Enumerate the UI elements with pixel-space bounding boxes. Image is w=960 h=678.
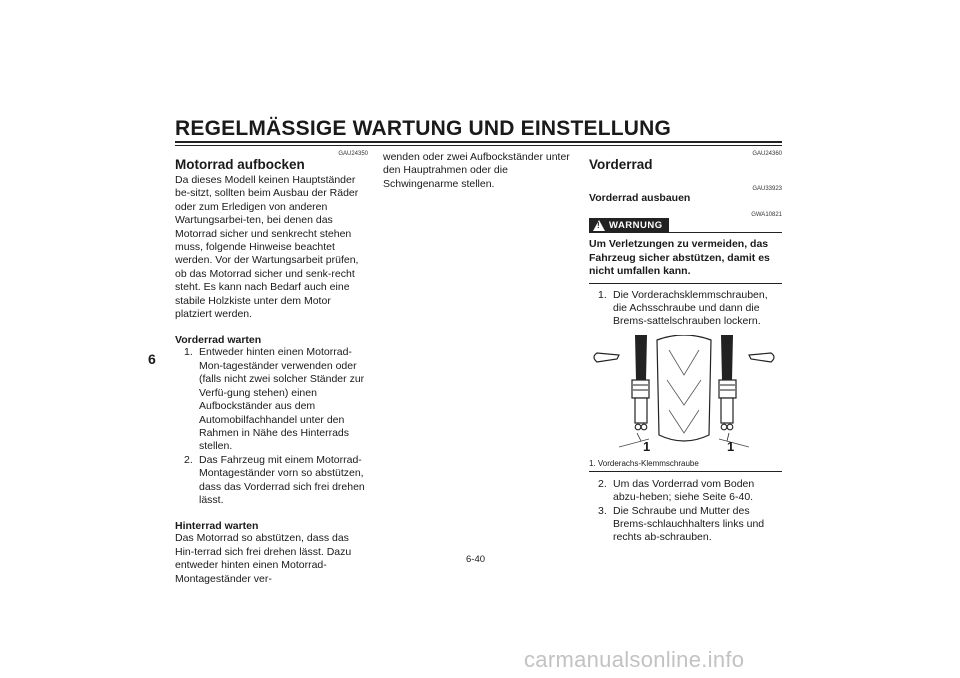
warning-text: Um Verletzungen zu vermeiden, das Fahrzeug sicher abstützen, damit es nicht umfallen kann. bbox=[589, 238, 770, 277]
step-text: Die Vorderachsklemmschrauben, die Achsschraube und dann die Brems-sattelschrauben lockern. bbox=[613, 288, 768, 328]
removal-steps bbox=[589, 289, 782, 329]
middle-column-text: wenden oder zwei Aufbockständer unter den Hauptrahmen oder die Schwingenarme stellen. bbox=[383, 151, 570, 190]
left-column bbox=[175, 151, 368, 586]
section-code: GAU24360 bbox=[752, 151, 782, 157]
figure-caption: 1. Vorderachs-Klemmschraube bbox=[589, 458, 699, 468]
step-number: 2. bbox=[598, 477, 607, 490]
step-number: 3. bbox=[598, 504, 607, 517]
rear-wheel-paragraph: Das Motorrad so abstützen, dass das Hin-terrad sich frei drehen lässt. Dazu entweder hinten einen Motorrad-Montageständer ver- bbox=[175, 532, 352, 585]
step-number: 1. bbox=[184, 346, 193, 359]
section-heading: Vorderrad bbox=[589, 157, 653, 172]
front-axle-figure bbox=[589, 335, 779, 455]
step-text: Die Schraube und Mutter des Brems-schlauchhalters links und rechts ab-schrauben. bbox=[613, 504, 765, 544]
right-column bbox=[589, 151, 782, 545]
warning-end-rule bbox=[589, 283, 782, 284]
list-item bbox=[175, 454, 368, 508]
subsection-heading: Vorderrad ausbauen bbox=[589, 192, 691, 204]
warning-code: GWA10821 bbox=[751, 212, 782, 218]
intro-paragraph: Da dieses Modell keinen Hauptständer be-sitzt, sollten beim Ausbau der Räder oder zum Erledigen von anderen Wartungsarbei-ten, bei denen das Motorrad sicher und senkrecht stehen muss, folgende Hinweise beachtet werden. Vor der Wartungsarbeit prüfen, ob das Motorrad sicher und senk-recht steht. Es kann nach Bedarf auch eine stabile Holzkiste unter dem Motor platziert werden. bbox=[175, 174, 359, 321]
front-fork-illustration bbox=[589, 335, 779, 455]
warning-header bbox=[589, 218, 782, 233]
chapter-tab: 6 bbox=[148, 351, 156, 367]
warning-rule bbox=[669, 232, 782, 233]
list-item bbox=[589, 505, 782, 545]
figure-callout-left: 1 bbox=[643, 438, 651, 454]
step-number: 1. bbox=[598, 288, 607, 301]
step-text: Das Fahrzeug mit einem Motorrad-Montageständer vorn so abstützen, dass das Vorderrad sich frei drehen lässt. bbox=[199, 453, 365, 506]
step-text: Um das Vorderrad vom Boden abzu-heben; siehe Seite 6-40. bbox=[613, 477, 755, 504]
subsection-code: GAU33923 bbox=[752, 186, 782, 192]
rear-wheel-heading: Hinterrad warten bbox=[175, 520, 259, 533]
removal-steps-continued bbox=[589, 478, 782, 545]
warning-label: WARNUNG bbox=[609, 220, 663, 231]
step-text: Entweder hinten einen Motorrad-Mon-tageständer verwenden oder (falls nicht zwei solcher Ständer zur Verfü-gung stehen) einen Aufbockständer aus dem Automobilfachhandel unter den Rahmen in Nähe des Hinterrads stellen. bbox=[199, 346, 365, 453]
section-code: GAU24350 bbox=[338, 151, 368, 157]
step-number: 2. bbox=[184, 453, 193, 466]
list-item bbox=[589, 478, 782, 505]
warning-icon: ! bbox=[593, 220, 605, 231]
page-title: REGELMÄSSIGE WARTUNG UND EINSTELLUNG bbox=[175, 117, 672, 140]
figure-callout-right: 1 bbox=[727, 438, 735, 454]
warning-badge bbox=[589, 218, 669, 233]
caption-rule bbox=[589, 471, 782, 472]
list-item bbox=[589, 289, 782, 329]
front-wheel-heading: Vorderrad warten bbox=[175, 334, 262, 347]
front-wheel-steps bbox=[175, 346, 368, 507]
list-item bbox=[175, 346, 368, 453]
page-number: 6-40 bbox=[466, 554, 486, 565]
title-rule bbox=[175, 141, 782, 143]
watermark: carmanualsonline.info bbox=[524, 647, 745, 672]
section-heading: Motorrad aufbocken bbox=[175, 157, 305, 172]
title-rule-thin bbox=[175, 145, 782, 146]
